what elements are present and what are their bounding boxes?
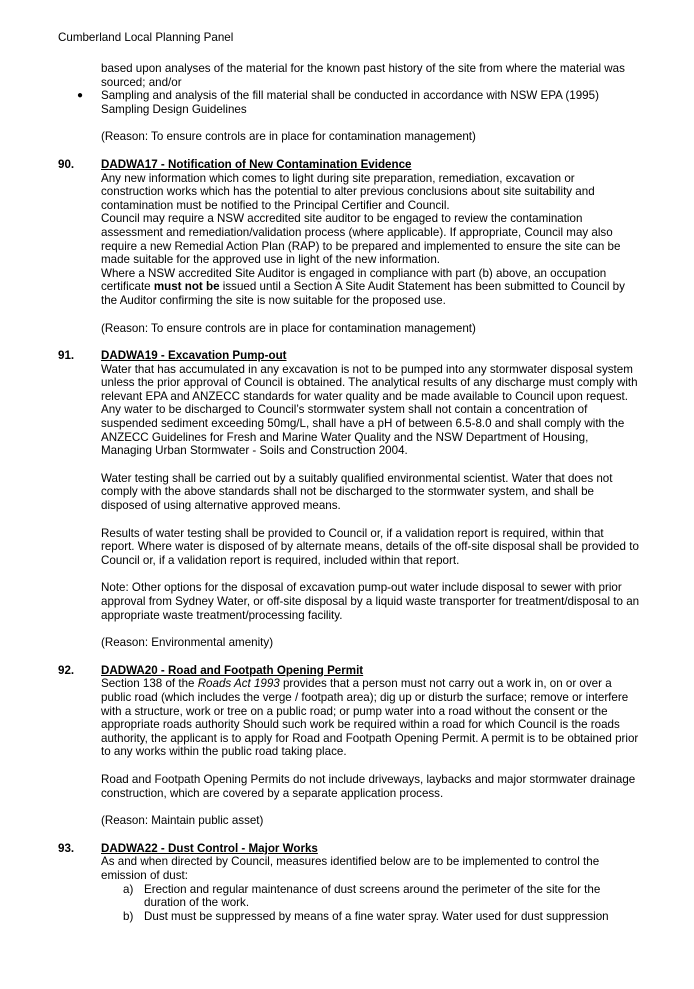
- list-item-label: b): [123, 909, 134, 923]
- bullet-item: [58, 89, 640, 116]
- italic-text: Roads Act 1993: [197, 677, 280, 691]
- condition-paragraph: Section 138 of the Roads Act 1993 provides that a person must not carry out a work in, on or over a public road (which includes the verge / footpath area); dig up or disturb the surface; remove or interfere with a structure, work or tree on a public road; or pump water into a road without the consent or the appropriate roads authority Should such work be required within a road for which Council is the roads authority, the applicant is to apply for Road and Footpath Opening Permit. A permit is to be obtained prior to any works within the public road taking place.: [101, 677, 639, 759]
- list-item-label: a): [123, 882, 134, 896]
- condition-93: [58, 842, 640, 924]
- continuation-text: based upon analyses of the material for the known past history of the site from where the material was sourced; and/or: [101, 62, 625, 89]
- list-item-text: Erection and regular maintenance of dust screens around the perimeter of the site for the duration of the work.: [144, 882, 601, 910]
- reason-text: (Reason: To ensure controls are in place for contamination management): [101, 321, 476, 335]
- condition-title: DADWA22 - Dust Control - Major Works: [101, 841, 318, 855]
- condition-92: [58, 664, 640, 828]
- condition-paragraph: Road and Footpath Opening Permits do not include driveways, laybacks and major stormwater drainage construction, which are covered by a separate application process.: [101, 772, 636, 800]
- reason-text: (Reason: Environmental amenity): [101, 636, 274, 650]
- condition-90: [58, 158, 640, 335]
- document-body: [58, 62, 640, 923]
- condition-paragraph: Council may require a NSW accredited site auditor to be engaged to review the contamination assessment and remediation/validation process (where applicable). If appropriate, Council may also require a new Remedial Action Plan (RAP) to be prepared and implemented to ensure the site can be made suitable for the approved use in light of the new information.: [101, 212, 621, 267]
- list-item-text: Dust must be suppressed by means of a fine water spray. Water used for dust suppression: [144, 909, 609, 923]
- condition-paragraph: Results of water testing shall be provided to Council or, if a validation report is required, within that report. Where water is disposed of by alternate means, details of the off-site disposal shall be provided to Council or, if a validation report is required, included within that report.: [101, 526, 639, 567]
- condition-number: 92.: [58, 663, 75, 677]
- condition-paragraph: Any new information which comes to light during site preparation, remediation, excavation or construction works which has the potential to alter previous conclusions about site suitability and contamination must be notified to the Principal Certifier and Council.: [101, 171, 595, 212]
- list-item: [101, 910, 640, 924]
- condition-paragraph: As and when directed by Council, measures identified below are to be implemented to control the emission of dust:: [101, 855, 600, 882]
- condition-paragraph: Water testing shall be carried out by a suitably qualified environmental scientist. Water that does not comply with the above standards shall not be discharged to the stormwater system, and shall be disposed of using alternative approved means.: [101, 471, 613, 513]
- condition-number: 90.: [58, 157, 75, 171]
- condition-title: DADWA20 - Road and Footpath Opening Permit: [101, 663, 364, 677]
- emphasis-text: must not be: [153, 280, 220, 294]
- condition-paragraph: Water that has accumulated in any excavation is not to be pumped into any stormwater disposal system unless the prior approval of Council is obtained. The analytical results of any discharge must comply with relevant EPA and ANZECC standards for water quality and be made available to Council upon request. Any water to be discharged to Council’s stormwater system shall not contain a concentration of suspended sediment exceeding 50mg/L, shall have a pH of between 6.5-8.0 and shall comply with the ANZECC Guidelines for Fresh and Marine Water Quality and the NSW Department of Housing, Managing Urban Stormwater - Soils and Construction 2004.: [101, 362, 638, 458]
- condition-number: 91.: [58, 349, 75, 363]
- condition-91: [58, 349, 640, 650]
- bullet-icon: ●: [77, 90, 84, 102]
- list-item: [101, 883, 640, 910]
- page-header: Cumberland Local Planning Panel: [58, 31, 234, 44]
- bullet-text: Sampling and analysis of the fill material shall be conducted in accordance with NSW EPA (1995) Sampling Design Guidelines: [101, 89, 599, 116]
- reason-text: (Reason: Maintain public asset): [101, 814, 264, 828]
- condition-note: Note: Other options for the disposal of excavation pump-out water include disposal to sewer with prior approval from Sydney Water, or off-site disposal by a liquid waste transporter for treatment/disposal to an appropriate waste treatment/processing facility.: [101, 581, 640, 622]
- reason-text: (Reason: To ensure controls are in place for contamination management): [101, 130, 476, 144]
- condition-number: 93.: [58, 841, 75, 855]
- condition-paragraph: Where a NSW accredited Site Auditor is engaged in compliance with part (b) above, an occupation certificate must not be issued until a Section A Site Audit Statement has been submitted to Council by the Auditor confirming the site is now suitable for the proposed use.: [101, 266, 625, 307]
- condition-title: DADWA17 - Notification of New Contamination Evidence: [101, 157, 412, 171]
- condition-title: DADWA19 - Excavation Pump-out: [101, 349, 287, 363]
